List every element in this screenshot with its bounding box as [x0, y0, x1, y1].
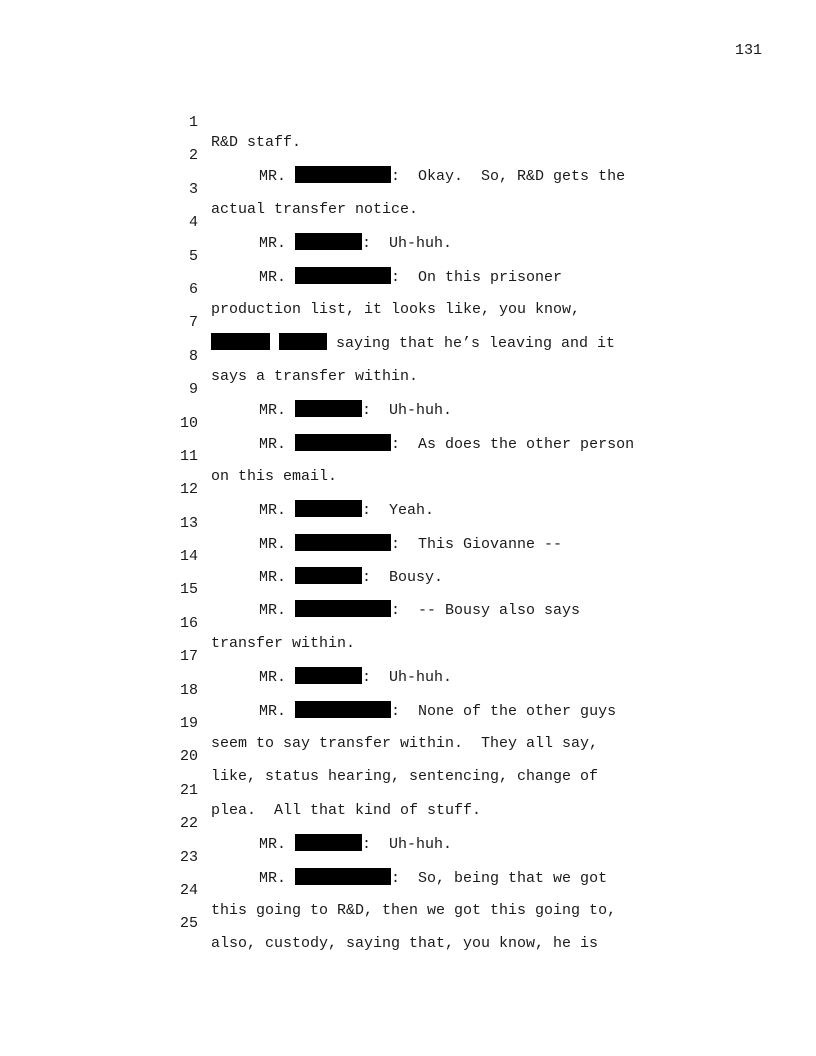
- line-number: 20: [179, 748, 198, 766]
- transcript-line-19: [0, 694, 816, 753]
- line-text: : Uh-huh.: [362, 235, 453, 253]
- line-text: : So, being that we got: [391, 869, 608, 887]
- speaker-title: MR.: [259, 569, 287, 587]
- line-text: like, status hearing, sentencing, change of: [211, 768, 599, 786]
- line-number: 2: [188, 147, 198, 165]
- line-text: R&D staff.: [211, 134, 302, 151]
- line-text: seem to say transfer within. They all say,: [211, 735, 599, 753]
- line-text: : As does the other person: [391, 435, 635, 453]
- speaker-title: MR.: [259, 435, 287, 453]
- transcript-line-18: [0, 661, 816, 720]
- line-number: 14: [179, 548, 198, 566]
- line-number: 21: [179, 781, 198, 799]
- line-number: 22: [179, 815, 198, 833]
- transcript-line-9: [0, 360, 816, 420]
- transcript-line-23: [0, 828, 816, 887]
- transcript-line-2: [0, 126, 816, 186]
- line-number: 3: [188, 180, 198, 198]
- line-number: 9: [188, 381, 198, 399]
- line-number: 8: [188, 347, 198, 365]
- line-number: 24: [179, 881, 198, 899]
- line-number: 11: [179, 447, 198, 465]
- line-text: : -- Bousy also says: [391, 602, 581, 620]
- line-number: 17: [179, 648, 198, 666]
- line-number: 13: [179, 514, 198, 532]
- line-number: 16: [179, 614, 198, 632]
- transcript-line-11: [0, 427, 816, 485]
- line-text: : Yeah.: [362, 502, 435, 520]
- line-number: 1: [188, 114, 198, 131]
- transcript-line-17: [0, 627, 816, 687]
- transcript-line-3: [0, 160, 816, 218]
- speaker-title: MR.: [259, 402, 287, 420]
- line-number: 4: [188, 214, 198, 232]
- line-number: 19: [179, 715, 198, 733]
- transcript-line-14: [0, 527, 816, 587]
- line-text: actual transfer notice.: [211, 200, 419, 218]
- line-text: also, custody, saying that, you know, he is: [211, 935, 599, 953]
- line-text: : On this prisoner: [391, 268, 563, 286]
- line-text: : Uh-huh.: [362, 402, 453, 420]
- line-number: 6: [188, 280, 198, 298]
- line-text: saying that he’s leaving and it: [327, 335, 616, 353]
- line-text: : Uh-huh.: [362, 669, 453, 687]
- line-text: production list, it looks like, you know,: [211, 300, 581, 318]
- transcript-line-25: [0, 894, 816, 953]
- speaker-title: MR.: [259, 168, 287, 186]
- speaker-title: MR.: [259, 836, 287, 854]
- line-text: this going to R&D, then we got this going to,: [211, 901, 617, 919]
- line-number: 15: [179, 581, 198, 599]
- line-text: plea. All that kind of stuff.: [211, 801, 482, 819]
- transcript-line-13: [0, 494, 816, 553]
- transcript-line-20: [0, 727, 816, 786]
- page-number: 131: [734, 42, 762, 59]
- line-text: : Bousy.: [362, 569, 444, 587]
- speaker-title: MR.: [259, 235, 287, 253]
- transcript-line-22: [0, 794, 816, 854]
- transcript-line-8: [0, 327, 816, 385]
- line-number: 5: [188, 247, 198, 265]
- transcript-line-12: [0, 460, 816, 520]
- speaker-title: MR.: [259, 535, 287, 553]
- line-text: : Uh-huh.: [362, 836, 453, 854]
- line-number: 25: [179, 915, 198, 933]
- line-number: 12: [179, 481, 198, 499]
- transcript-line-4: [0, 193, 816, 253]
- transcript-line-7: [0, 293, 816, 353]
- line-text: : Okay. So, R&D gets the: [391, 168, 626, 186]
- transcript-line-5: [0, 227, 816, 286]
- line-text: on this email.: [211, 467, 338, 485]
- transcript-line-21: [0, 761, 816, 819]
- transcript-line-24: [0, 861, 816, 919]
- transcript-line-10: [0, 394, 816, 453]
- speaker-title: MR.: [259, 669, 287, 687]
- transcript-line-16: [0, 594, 816, 652]
- speaker-title: MR.: [259, 502, 287, 520]
- line-number: 7: [188, 314, 198, 332]
- transcript-line-6: [0, 260, 816, 318]
- line-text: : None of the other guys: [391, 702, 617, 720]
- transcript-line-1: [0, 93, 816, 151]
- transcript-line-15: [0, 560, 816, 620]
- speaker-title: MR.: [259, 869, 287, 887]
- line-number: 23: [179, 848, 198, 866]
- line-text: transfer within.: [211, 634, 356, 652]
- transcript-body: [0, 93, 816, 953]
- speaker-title: MR.: [259, 268, 287, 286]
- line-number: 18: [179, 681, 198, 699]
- line-number: 10: [179, 414, 198, 432]
- line-text: says a transfer within.: [211, 367, 419, 385]
- speaker-title: MR.: [259, 702, 287, 720]
- speaker-title: MR.: [259, 602, 287, 620]
- line-text: : This Giovanne --: [391, 535, 563, 553]
